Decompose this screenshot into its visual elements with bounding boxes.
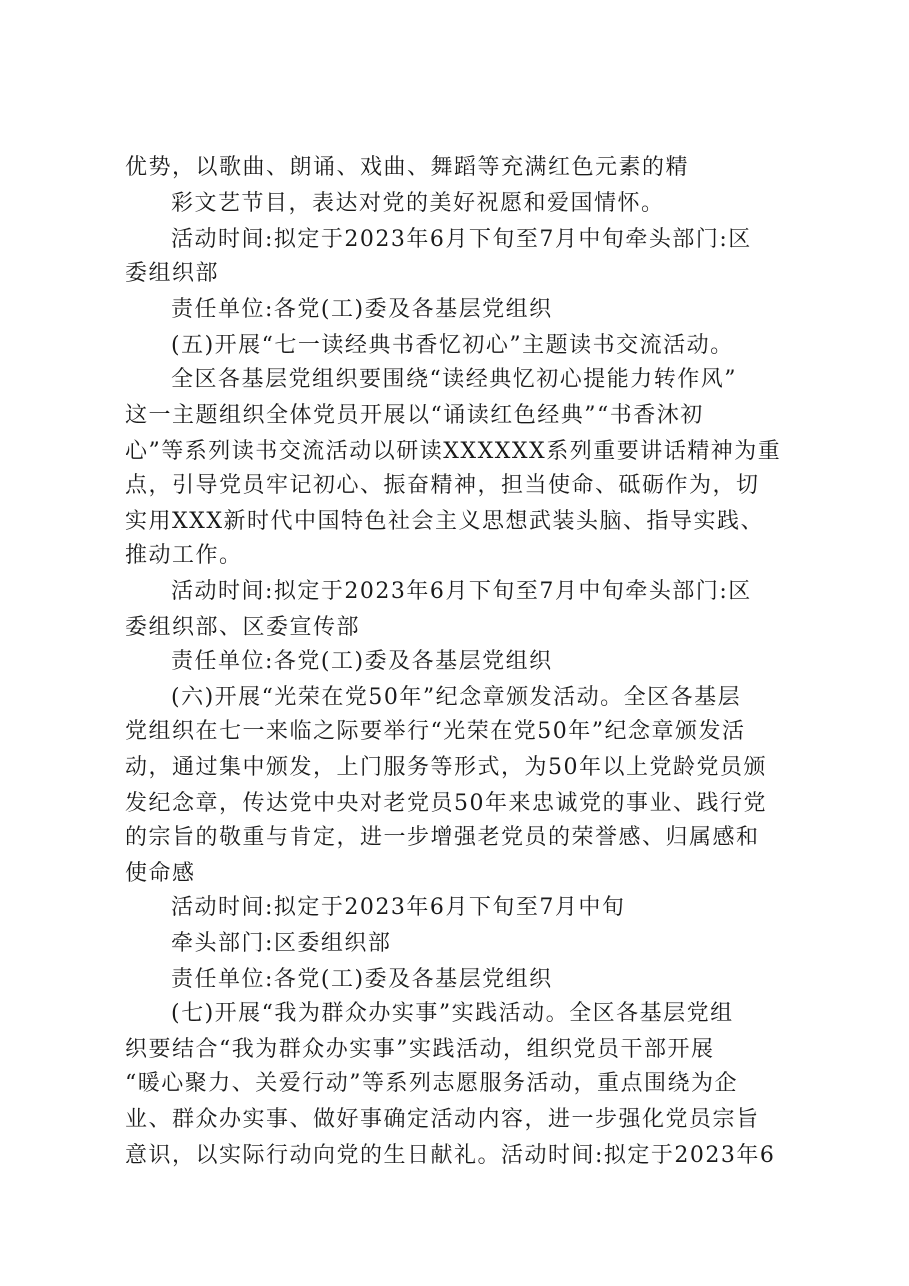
text-line: 推动工作。 bbox=[125, 543, 243, 568]
text-line: 牵头部门:区委组织部 bbox=[171, 931, 392, 956]
text-line: 党组织在七一来临之际要举行“光荣在党50年”纪念章颁发活 bbox=[125, 719, 746, 744]
text-line: 点，引导党员牢记初心、振奋精神，担当使命、砥砺作为，切 bbox=[125, 473, 760, 498]
text-line: 责任单位:各党(工)委及各基层党组织 bbox=[171, 967, 553, 992]
text-line: (五)开展“七一读经典书香忆初心”主题读书交流活动。 bbox=[171, 333, 734, 358]
text-line: 全区各基层党组织要围绕“读经典忆初心提能力转作风” bbox=[171, 367, 737, 392]
text-line: 优势，以歌曲、朗诵、戏曲、舞蹈等充满红色元素的精 bbox=[125, 155, 690, 180]
text-line: 动，通过集中颁发，上门服务等形式，为50年以上党龄党员颁 bbox=[125, 755, 767, 780]
text-line: (七)开展“我为群众办实事”实践活动。全区各基层党组 bbox=[171, 1001, 734, 1026]
text-line: 彩文艺节目，表达对党的美好祝愿和爱国情怀。 bbox=[171, 191, 665, 216]
text-line: (六)开展“光荣在党50年”纪念章颁发活动。全区各基层 bbox=[171, 685, 742, 710]
text-line: 的宗旨的敬重与肯定，进一步增强老党员的荣誉感、归属感和 bbox=[125, 825, 760, 850]
text-line: 发纪念章，传达党中央对老党员50年来忠诚党的事业、践行党 bbox=[125, 791, 767, 816]
text-line: 活动时间:拟定于2023年6月下旬至7月中旬 bbox=[171, 895, 626, 920]
text-line: 责任单位:各党(工)委及各基层党组织 bbox=[171, 297, 553, 322]
text-line: 活动时间:拟定于2023年6月下旬至7月中旬牵头部门:区 bbox=[171, 579, 752, 604]
text-line: 活动时间:拟定于2023年6月下旬至7月中旬牵头部门:区 bbox=[171, 227, 752, 252]
text-line: 实用XXX新时代中国特色社会主义思想武装头脑、指导实践、 bbox=[125, 509, 764, 534]
text-line: 意识，以实际行动向党的生日献礼。活动时间:拟定于2023年6 bbox=[125, 1143, 776, 1168]
text-line: 织要结合“我为群众办实事”实践活动，组织党员干部开展 bbox=[125, 1037, 715, 1062]
text-line: 心”等系列读书交流活动以研读XXXXXX系列重要讲话精神为重 bbox=[125, 439, 782, 464]
text-line: 业、群众办实事、做好事确定活动内容，进一步强化党员宗旨 bbox=[125, 1107, 760, 1132]
text-line: 委组织部、区委宣传部 bbox=[125, 615, 361, 640]
text-line: 这一主题组织全体党员开展以“诵读红色经典”“书香沐初 bbox=[125, 403, 704, 428]
text-line: 委组织部 bbox=[125, 261, 220, 286]
text-line: “暖心聚力、关爱行动”等系列志愿服务活动，重点围绕为企 bbox=[125, 1071, 738, 1096]
text-line: 使命感 bbox=[125, 861, 196, 886]
text-line: 责任单位:各党(工)委及各基层党组织 bbox=[171, 649, 553, 674]
